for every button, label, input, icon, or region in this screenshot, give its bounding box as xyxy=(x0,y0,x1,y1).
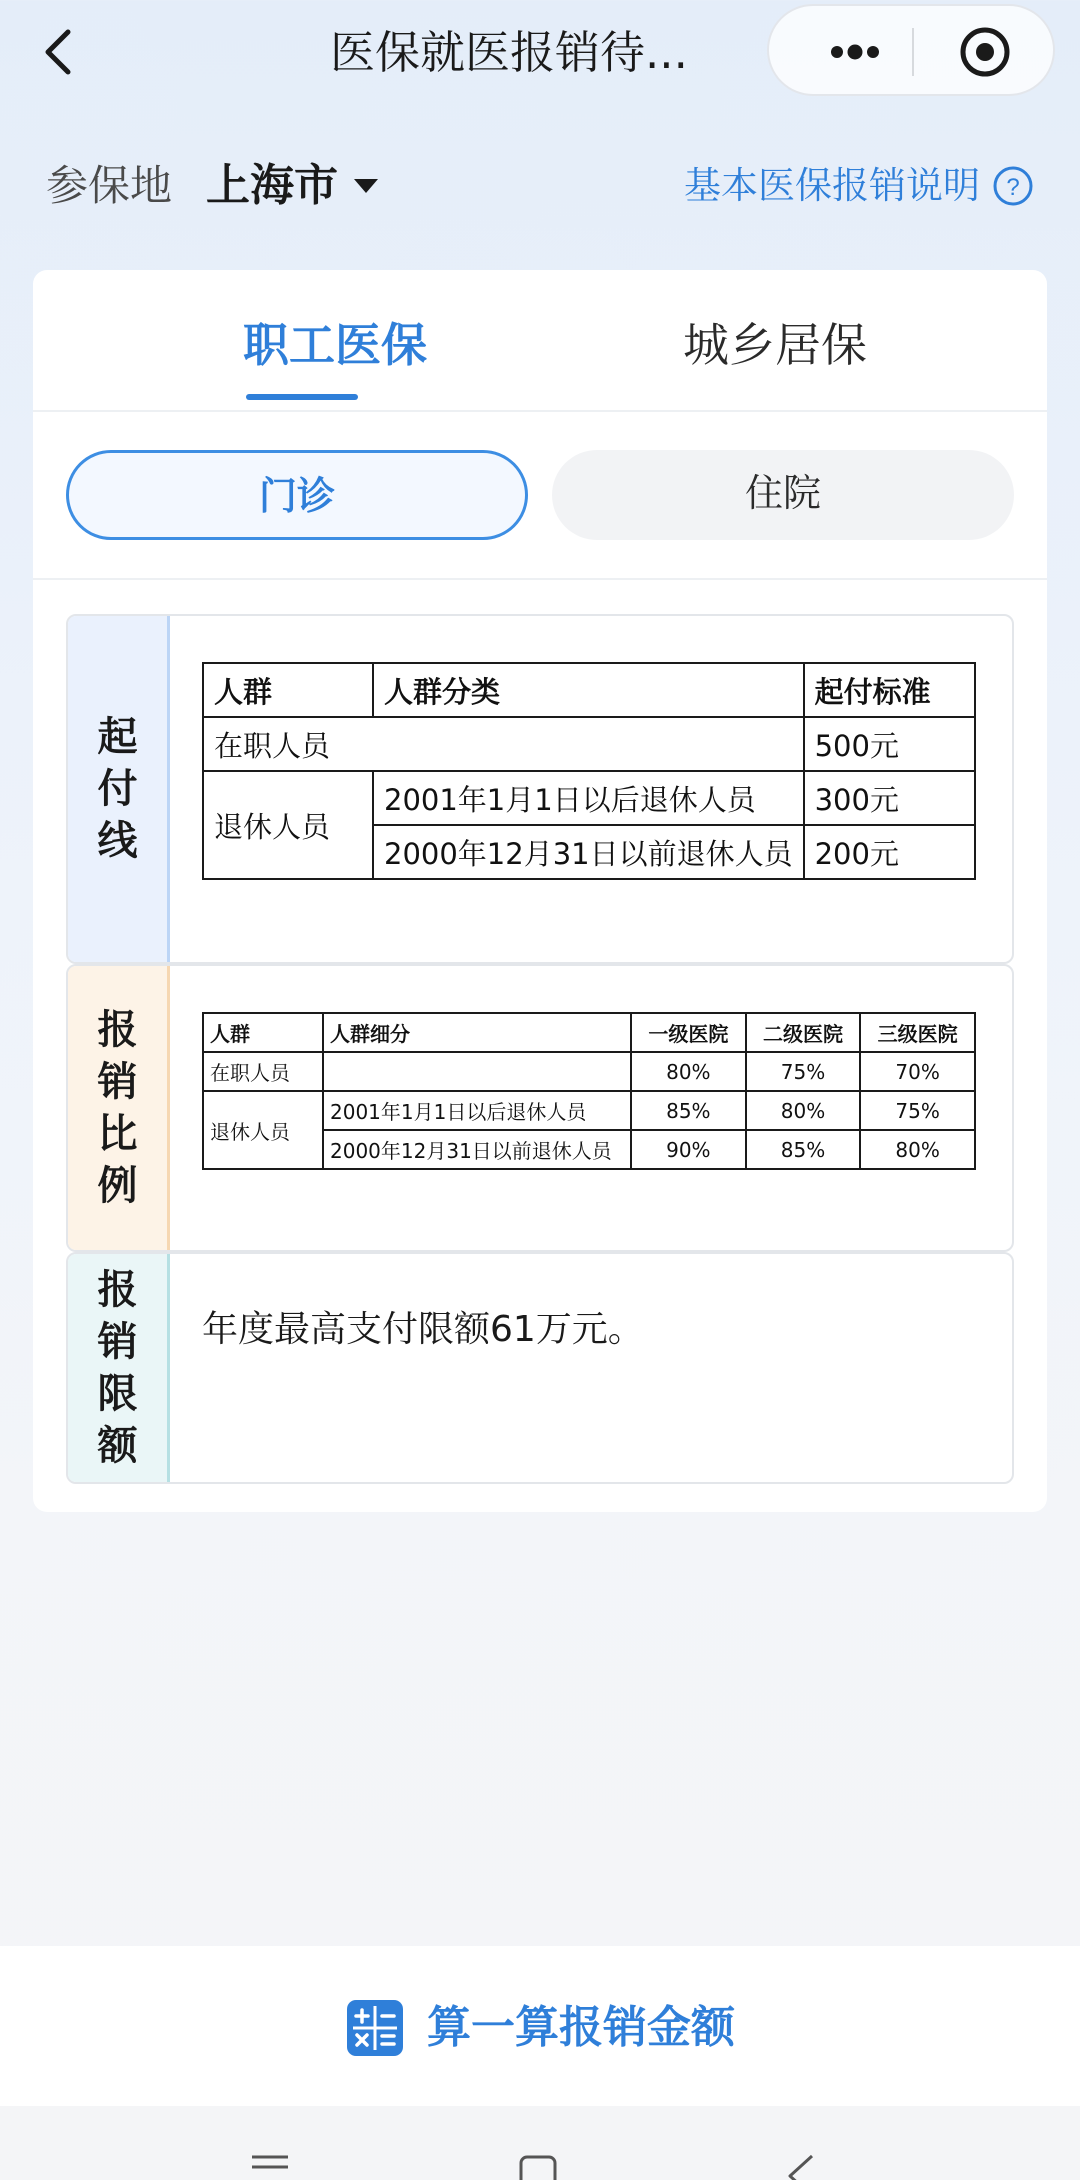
table-cell: 500元 xyxy=(804,717,975,771)
calculator-icon xyxy=(345,1998,405,2058)
table-row xyxy=(203,1091,975,1130)
system-navigation-bar xyxy=(0,2106,1080,2180)
back-nav-icon[interactable] xyxy=(782,2154,822,2180)
question-circle-icon xyxy=(992,165,1034,207)
table-cell: 2001年1月1日以后退休人员 xyxy=(373,771,804,825)
page-title: 医保就医报销待... xyxy=(330,26,688,79)
caret-down-icon xyxy=(352,176,380,196)
table-row xyxy=(203,717,975,771)
more-dots-icon[interactable] xyxy=(807,28,903,76)
top-nav-bar xyxy=(0,0,1080,104)
table-cell: 80% xyxy=(631,1052,746,1091)
table-header-cell: 三级医院 xyxy=(860,1013,975,1052)
subtab-outpatient[interactable]: 门诊 xyxy=(66,450,528,540)
city-selector[interactable] xyxy=(206,156,380,216)
table-row xyxy=(203,1052,975,1091)
insurance-type-tabs xyxy=(33,270,1047,412)
table-header-cell: 人群分类 xyxy=(373,663,804,717)
reimbursement-ratio-panel xyxy=(66,964,1014,1252)
active-tab-indicator xyxy=(246,394,358,400)
table-cell: 2000年12月31日以前退休人员 xyxy=(373,825,804,879)
table-cell: 退休人员 xyxy=(203,1091,323,1169)
home-nav-icon[interactable] xyxy=(518,2154,558,2180)
table-header-row xyxy=(203,1013,975,1052)
table-cell: 75% xyxy=(746,1052,861,1091)
table-cell: 在职人员 xyxy=(203,1052,323,1091)
table-header-row xyxy=(203,663,975,717)
bottom-action-bar xyxy=(0,1946,1080,2106)
table-cell: 70% xyxy=(860,1052,975,1091)
table-cell: 90% xyxy=(631,1130,746,1169)
table-cell: 在职人员 xyxy=(203,717,804,771)
table-header-cell: 一级医院 xyxy=(631,1013,746,1052)
table-header-cell: 人群 xyxy=(203,1013,323,1052)
back-button[interactable] xyxy=(36,22,84,82)
ratio-side-label: 报销比例 xyxy=(97,1007,138,1209)
help-link-label: 基本医保报销说明 xyxy=(684,164,980,207)
table-cell: 退休人员 xyxy=(203,771,373,879)
table-header-cell: 二级医院 xyxy=(746,1013,861,1052)
reimbursement-limit-panel xyxy=(66,1252,1014,1484)
annual-limit-text: 年度最高支付限额61万元。 xyxy=(202,1309,644,1350)
reimbursement-card xyxy=(33,270,1047,1512)
ratio-side-header xyxy=(68,966,170,1250)
mini-program-capsule xyxy=(767,4,1055,96)
subtab-inpatient[interactable]: 住院 xyxy=(552,450,1014,540)
tab-resident-insurance[interactable]: 城乡居保 xyxy=(683,318,867,372)
table-cell: 80% xyxy=(860,1130,975,1169)
table-cell: 300元 xyxy=(804,771,975,825)
deductible-panel xyxy=(66,614,1014,964)
table-cell: 75% xyxy=(860,1091,975,1130)
chevron-left-icon xyxy=(36,22,84,82)
deductible-side-label: 起付线 xyxy=(97,714,138,864)
reimbursement-help-link[interactable] xyxy=(684,158,1034,214)
calculate-button-label: 算一算报销金额 xyxy=(427,2002,735,2053)
table-cell: 85% xyxy=(746,1130,861,1169)
table-cell: 2000年12月31日以前退休人员 xyxy=(323,1130,631,1169)
capsule-divider xyxy=(912,28,914,76)
city-name: 上海市 xyxy=(206,160,338,211)
reimbursement-ratio-table xyxy=(202,1012,976,1170)
table-cell xyxy=(323,1052,631,1091)
visit-type-tabs xyxy=(33,412,1047,580)
menu-nav-icon[interactable] xyxy=(250,2154,290,2180)
table-header-cell: 人群 xyxy=(203,663,373,717)
limit-side-label: 报销限额 xyxy=(97,1267,138,1469)
deductible-table xyxy=(202,662,976,880)
insured-location-label: 参保地 xyxy=(46,161,173,210)
table-header-cell: 起付标准 xyxy=(804,663,975,717)
table-cell: 80% xyxy=(746,1091,861,1130)
table-cell: 2001年1月1日以后退休人员 xyxy=(323,1091,631,1130)
target-close-icon[interactable] xyxy=(937,24,1033,80)
calculate-reimbursement-button[interactable] xyxy=(345,1998,735,2058)
table-cell: 85% xyxy=(631,1091,746,1130)
tab-employee-insurance[interactable]: 职工医保 xyxy=(243,318,427,372)
table-cell: 200元 xyxy=(804,825,975,879)
table-row xyxy=(203,771,975,825)
deductible-side-header xyxy=(68,616,170,962)
table-header-cell: 人群细分 xyxy=(323,1013,631,1052)
svg-text:?: ? xyxy=(1006,174,1020,201)
limit-side-header xyxy=(68,1254,170,1482)
